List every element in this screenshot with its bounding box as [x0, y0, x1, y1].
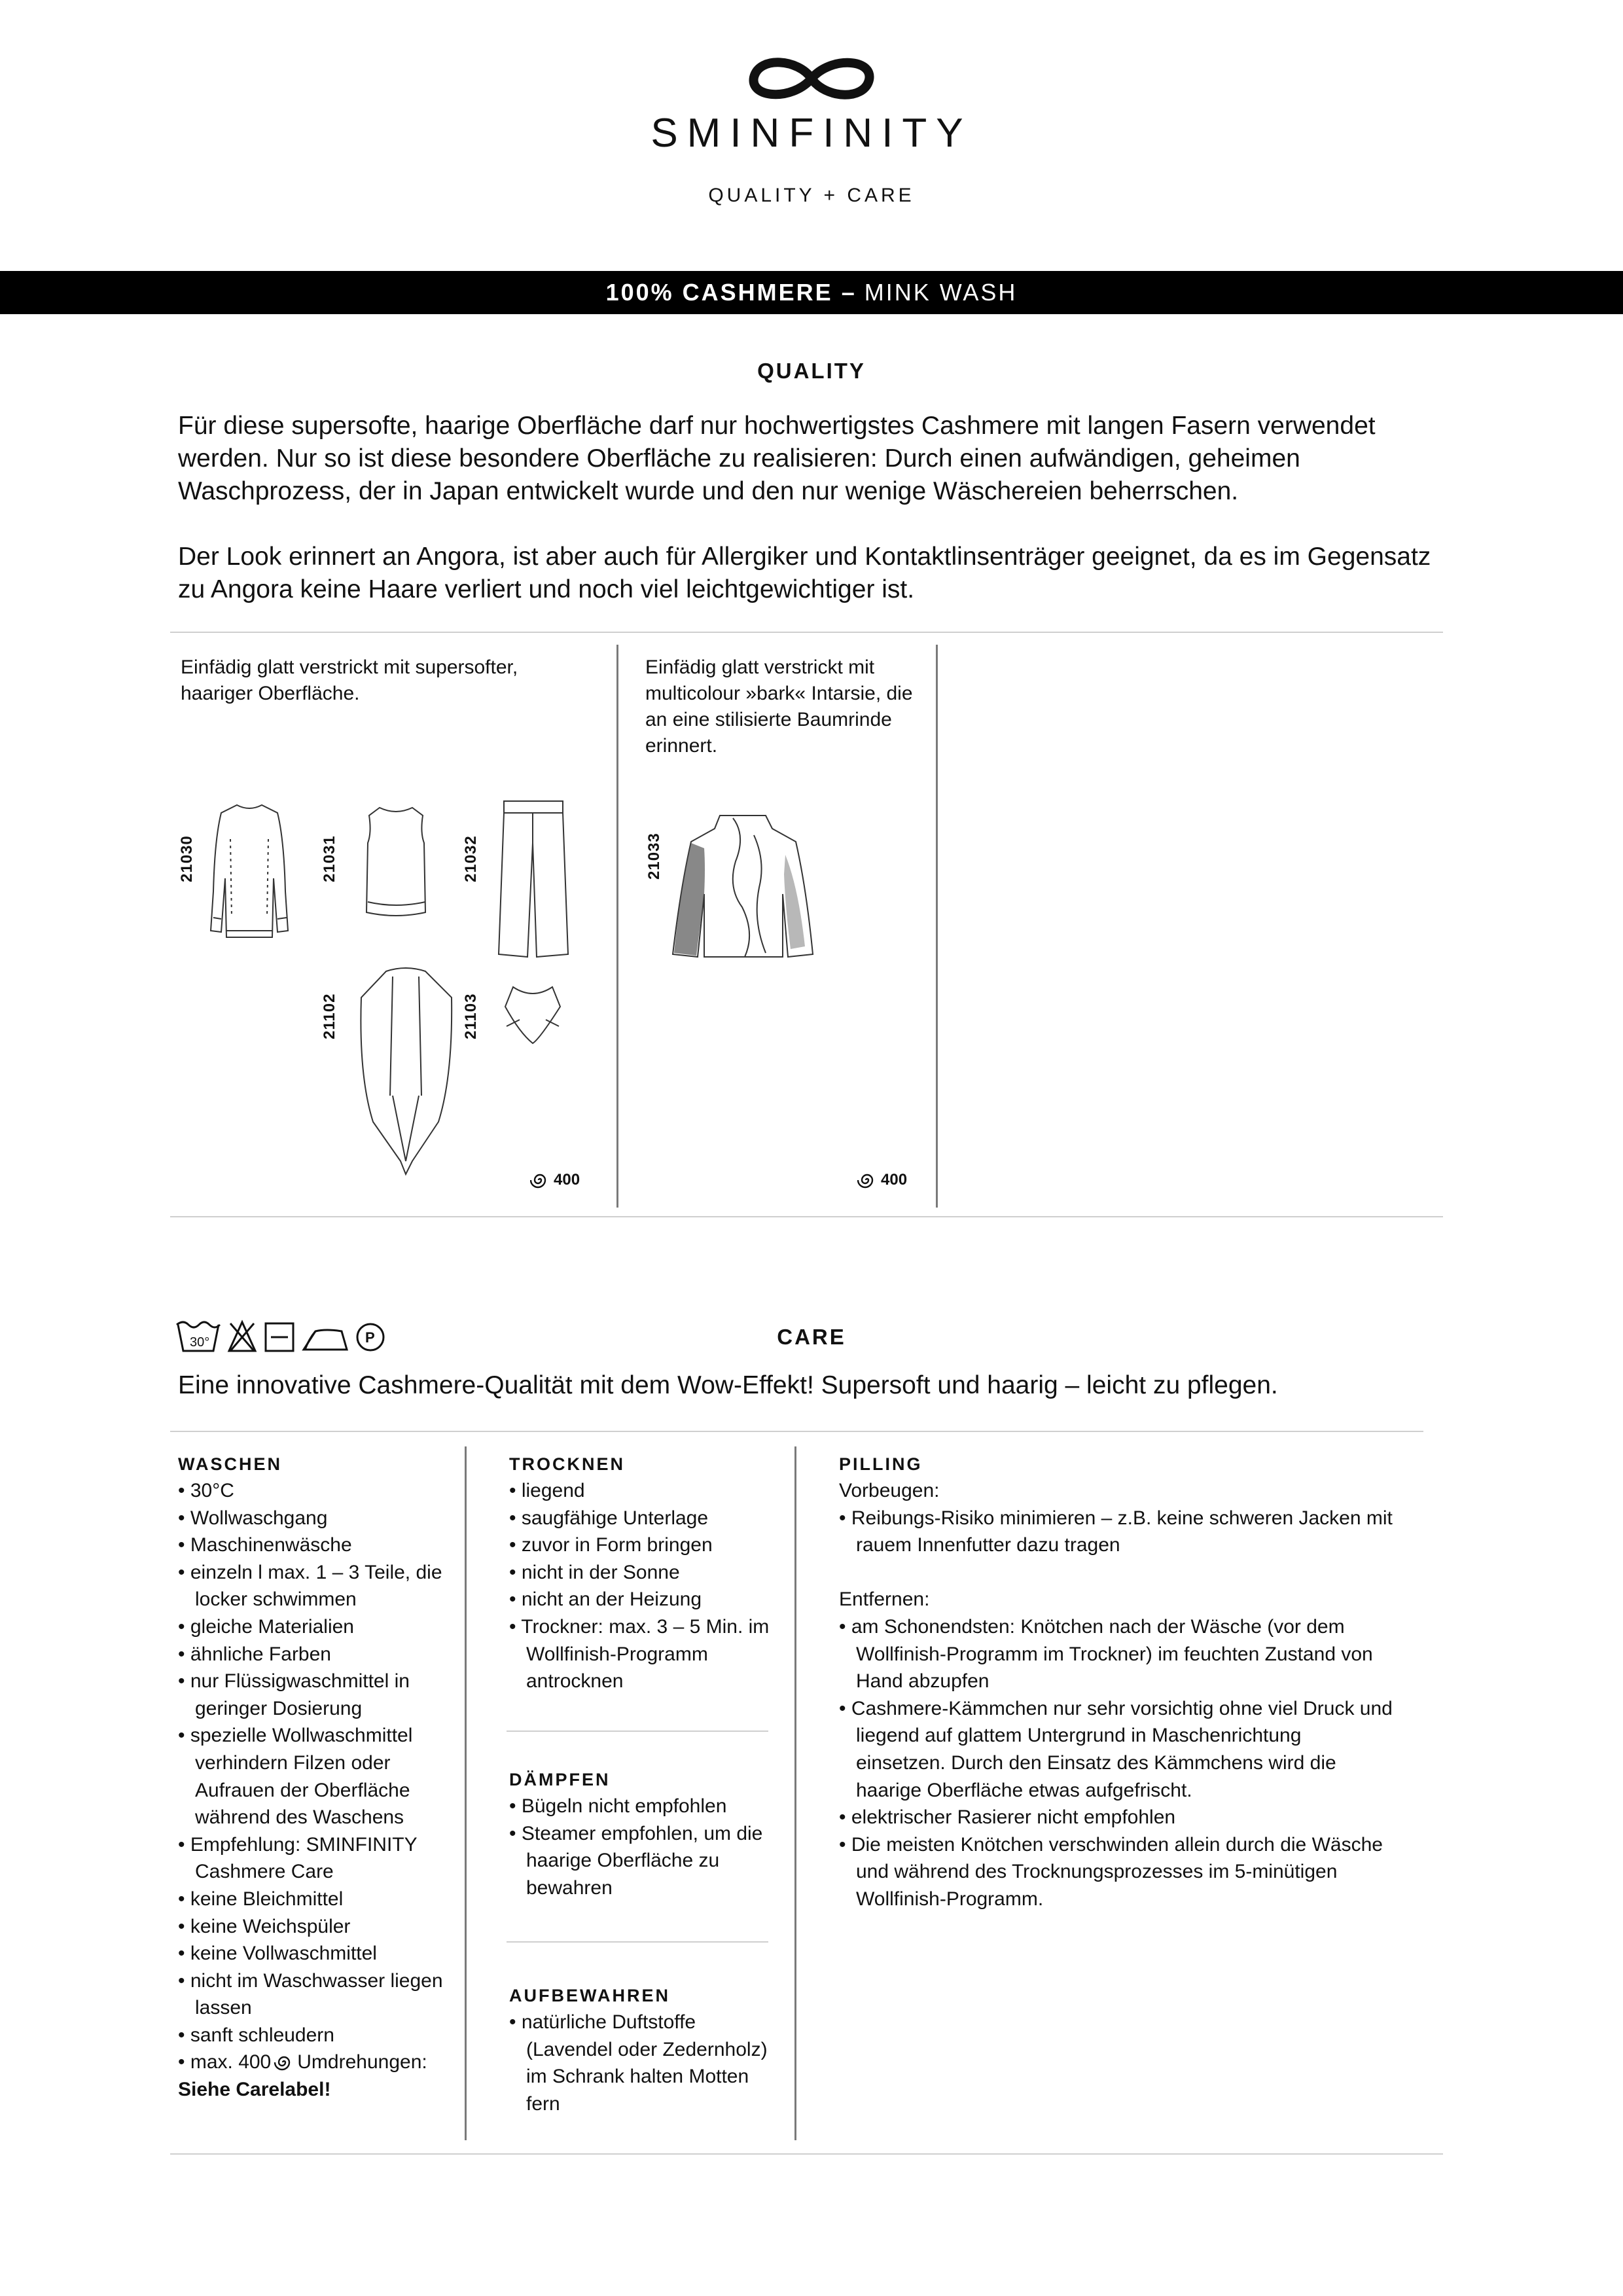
list-item: • elektrischer Rasierer nicht empfohlen — [839, 1804, 1395, 1831]
product-description-2: Einfädig glatt verstrickt mit multicolour »bark« Intarsie, die an eine stilisierte Baumrinde erinnert. — [645, 656, 913, 757]
list-item: • Cashmere-Kämmchen nur sehr vorsichtig ohne viel Druck und liegend auf glattem Untergrund in Maschenrichtung einsetzen. Durch den Einsatz des Kämmchens wird die haarige Oberfläche etwas aufgefrischt. — [839, 1695, 1395, 1804]
list-item: • Die meisten Knötchen verschwinden allein durch die Wäsche und während des Trocknungsprozesses im 5-minütigen Wollfinish-Programm. — [839, 1831, 1395, 1913]
scarf-sketch — [353, 965, 459, 1177]
quality-heading: QUALITY — [757, 359, 866, 383]
list-item: • Maschinenwäsche — [178, 1532, 466, 1559]
list-item: • Wollwaschgang — [178, 1505, 466, 1532]
max-spin-suffix: Umdrehungen: — [297, 2051, 427, 2073]
wash-temp-label: 30° — [190, 1335, 210, 1350]
spin-speed-label — [857, 1170, 907, 1190]
list-item: • Reibungs-Risiko minimieren – z.B. keine schweren Jacken mit rauem Innenfutter dazu tragen — [839, 1505, 1395, 1559]
divider — [507, 1941, 768, 1943]
spin-speed-value: 400 — [881, 1171, 908, 1189]
waschen-list — [178, 1477, 466, 2076]
list-item: • nicht in der Sonne — [509, 1559, 771, 1587]
care-column-pilling — [839, 1454, 1395, 1913]
pilling-title: PILLING — [839, 1454, 923, 1474]
list-item: • spezielle Wollwaschmittel verhindern Filzen oder Aufrauen der Oberfläche während des Waschens — [178, 1722, 466, 1831]
care-column-waschen — [178, 1454, 466, 2104]
divider — [170, 1431, 1423, 1432]
list-item: • liegend — [509, 1477, 771, 1505]
column-divider — [936, 645, 938, 1208]
divider — [170, 2153, 1443, 2155]
aufbewahren-list — [509, 2009, 771, 2117]
list-item: • keine Vollwaschmittel — [178, 1940, 466, 1967]
list-item: • Bügeln nicht empfohlen — [509, 1793, 771, 1820]
list-item: • Steamer empfohlen, um die haarige Oberfläche zu bewahren — [509, 1820, 771, 1902]
trousers-sketch — [495, 797, 572, 962]
vest-sketch — [360, 804, 432, 919]
product-code: 21030 — [178, 835, 196, 882]
trocknen-title: TROCKNEN — [509, 1454, 625, 1474]
product-code: 21032 — [462, 835, 480, 882]
list-item: • keine Weichspüler — [178, 1913, 466, 1941]
list-item: • zuvor in Form bringen — [509, 1532, 771, 1559]
dry-clean-p-letter: P — [365, 1329, 375, 1346]
spin-spiral-icon — [274, 2053, 294, 2072]
list-item-max-spin — [178, 2049, 466, 2076]
quality-paragraph-2: Der Look erinnert an Angora, ist aber auch für Allergiker und Kontaktlinsenträger geeignet, da es im Gegensatz zu Angora keine Haare verliert und noch viel leichtgewichtiger ist. — [178, 543, 1431, 603]
list-item: • 30°C — [178, 1477, 466, 1505]
pilling-remove-list — [839, 1613, 1395, 1913]
title-bar-material: 100% CASHMERE – — [605, 279, 857, 306]
spin-spiral-icon — [530, 1170, 550, 1190]
pilling-remove-label: Entfernen: — [839, 1588, 930, 1611]
title-bar — [0, 271, 1623, 314]
divider — [507, 1731, 768, 1732]
list-item: • am Schonendsten: Knötchen nach der Wäsche (vor dem Wollfinish-Programm im Trockner) im feuchten Zustand von Hand abzupfen — [839, 1613, 1395, 1695]
divider — [170, 632, 1443, 633]
list-item: • Empfehlung: SMINFINITY Cashmere Care — [178, 1831, 466, 1886]
waschen-title: WASCHEN — [178, 1454, 283, 1474]
sweater-sketch — [204, 800, 294, 950]
brand-tagline: QUALITY + CARE — [708, 185, 915, 206]
pilling-prevent-label: Vorbeugen: — [839, 1480, 940, 1501]
trocknen-list — [509, 1477, 771, 1695]
infinity-logo-icon — [740, 46, 883, 111]
product-code: 21031 — [321, 835, 338, 882]
list-item: • sanft schleudern — [178, 2022, 466, 2049]
care-intro: Eine innovative Cashmere-Qualität mit dem Wow-Effekt! Supersoft und haarig – leicht zu pflegen. — [178, 1371, 1278, 1399]
list-item: • einzeln l max. 1 – 3 Teile, die locker schwimmen — [178, 1559, 466, 1613]
bark-jacket-sketch — [668, 809, 818, 966]
product-code: 21102 — [321, 993, 338, 1039]
daempfen-list — [509, 1793, 771, 1901]
care-column-aufbewahren — [509, 1986, 771, 2117]
pilling-prevent-list — [839, 1505, 1395, 1559]
spin-speed-value: 400 — [554, 1171, 580, 1189]
list-item: • Trockner: max. 3 – 5 Min. im Wollfinish-Programm antrocknen — [509, 1613, 771, 1695]
brand-name: SMINFINITY — [651, 111, 972, 156]
daempfen-title: DÄMPFEN — [509, 1770, 611, 1789]
spin-spiral-icon — [857, 1170, 877, 1190]
product-description-1: Einfädig glatt verstrickt mit supersofter, haariger Oberfläche. — [181, 656, 518, 704]
column-divider — [465, 1446, 467, 2140]
list-item: • saugfähige Unterlage — [509, 1505, 771, 1532]
care-column-trocknen — [509, 1454, 771, 1695]
list-item: • gleiche Materialien — [178, 1613, 466, 1641]
list-item: • nicht im Waschwasser liegen lassen — [178, 1967, 466, 2022]
list-item: • keine Bleichmittel — [178, 1886, 466, 1913]
product-code: 21103 — [462, 993, 480, 1039]
quality-paragraph-1: Für diese supersofte, haarige Oberfläche darf nur hochwertigstes Cashmere mit langen Fasern verwendet werden. Nur so ist diese besondere Oberfläche zu realisieren: Durch einen aufwändigen, geheimen Waschprozess, der in Japan entwickelt wurde und den nur wenige Wäschereien beherrschen. — [178, 412, 1376, 505]
list-item: • nur Flüssigwaschmittel in geringer Dosierung — [178, 1668, 466, 1722]
product-code: 21033 — [645, 833, 663, 880]
list-item: • natürliche Duftstoffe (Lavendel oder Zedernholz) im Schrank halten Motten fern — [509, 2009, 771, 2117]
care-column-daempfen — [509, 1770, 771, 1901]
column-divider — [616, 645, 618, 1208]
column-divider — [794, 1446, 796, 2140]
triangle-scarf-sketch — [500, 980, 565, 1046]
carelabel-note: Siehe Carelabel! — [178, 2079, 331, 2101]
care-heading: CARE — [777, 1325, 846, 1349]
title-bar-finish: MINK WASH — [864, 279, 1018, 306]
spin-speed-label — [530, 1170, 580, 1190]
list-item: • nicht an der Heizung — [509, 1586, 771, 1613]
aufbewahren-title: AUFBEWAHREN — [509, 1986, 670, 2005]
divider — [170, 1216, 1443, 1217]
list-item: • ähnliche Farben — [178, 1641, 466, 1668]
max-spin-prefix: max. 400 — [190, 2051, 272, 2073]
